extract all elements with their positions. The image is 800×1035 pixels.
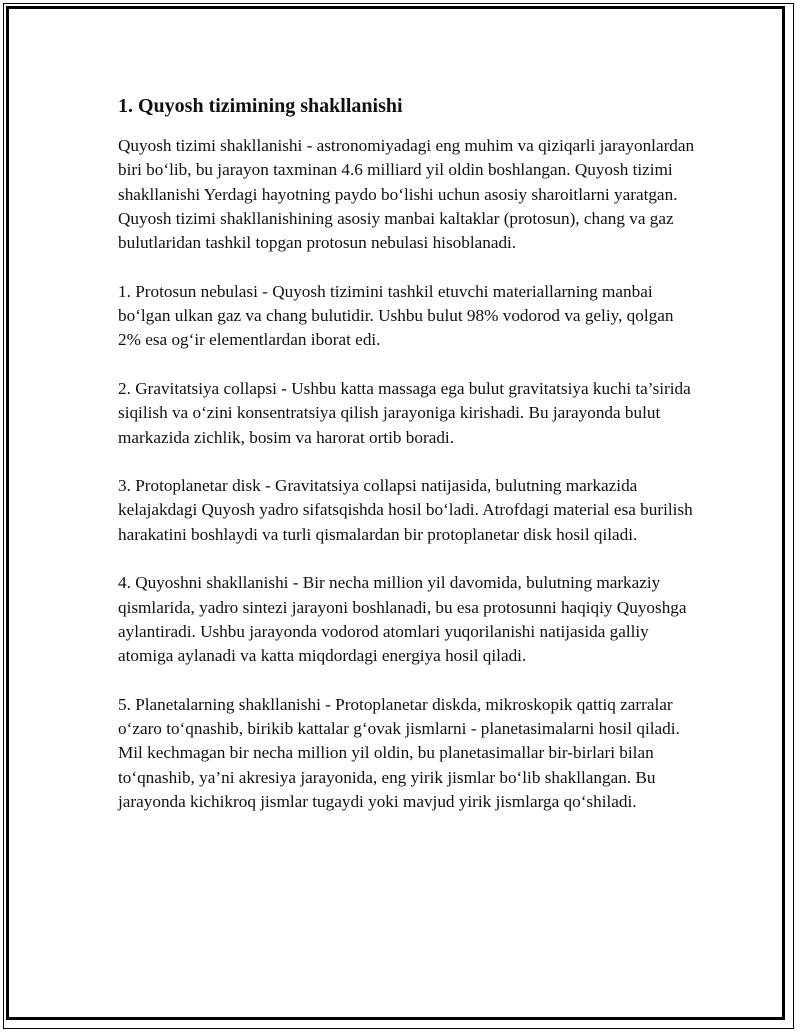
- paragraph-protosun-nebula: 1. Protosun nebulasi - Quyosh tizimini tashkil etuvchi materiallarning manbai bo‘lgan ulkan gaz va chang bulutidir. Ushbu bulut 98% vodorod va geliy, qolgan 2% esa og‘ir elementlardan iborat edi.: [118, 281, 674, 350]
- paragraph-gravitational-collapse: 2. Gravitatsiya collapsi - Ushbu katta massaga ega bulut gravitatsiya kuchi ta’sirida siqilish va o‘zini konsentratsiya qilish jarayoniga kirishadi. Bu jarayonda bulut markazida zichlik, bosim va harorat ortib boradi.: [118, 378, 691, 447]
- paragraph-sun-formation: 4. Quyoshni shakllanishi - Bir necha million yil davomida, bulutning markaziy qismlarida, yadro sintezi jarayoni boshlanadi, bu esa protosunni haqiqiy Quyoshga aylantiradi. Ushbu jarayonda vodorod atomlari yuqorilanishi natijasida galliy atomiga aylanadi va katta miqdordagi energiya hosil qiladi.: [118, 573, 687, 666]
- paragraph-planet-formation: 5. Planetalarning shakllanishi - Protoplanetar diskda, mikroskopik qattiq zarralar o‘zaro to‘qnashib, birikib kattalar g‘ovak jismlarni - planetasimalarni hosil qiladi. Mil kechmagan bir necha million yil oldin, bu planetasimallar bir-birlari bilan to‘qnashib, ya’ni akresiya jarayonida, eng yirik jismlar bo‘lib shakllangan. Bu jarayonda kichikroq jismlar tugaydi yoki mavjud yirik jismlarga qo‘shiladi.: [118, 694, 680, 812]
- paragraph-protoplanetary-disk: 3. Protoplanetar disk - Gravitatsiya collapsi natijasida, bulutning markazida kelajakdagi Quyosh yadro sifatsqishda hosil bo‘ladi. Atrofdagi material esa burilish harakatini boshlaydi va turli qismalardan bir protoplanetar disk hosil qiladi.: [118, 476, 693, 544]
- intro-paragraph: Quyosh tizimi shakllanishi - astronomiyadagi eng muhim va qiziqarli jarayonlardan biri bo‘lib, bu jarayon taxminan 4.6 milliard yil oldin boshlangan. Quyosh tizimi shakllanishi Yerdagi hayotning paydo bo‘lishi uchun asosiy sharoitlarni yaratgan. Quyosh tizimi shakllanishining asosiy manbai kaltaklar (protosun), chang va gaz bulutlaridan tashkil topgan protosun nebulasi hisoblanadi.: [118, 136, 695, 253]
- document-body: [118, 92, 698, 839]
- section-heading: 1. Quyosh tizimining shakllanishi: [118, 95, 403, 117]
